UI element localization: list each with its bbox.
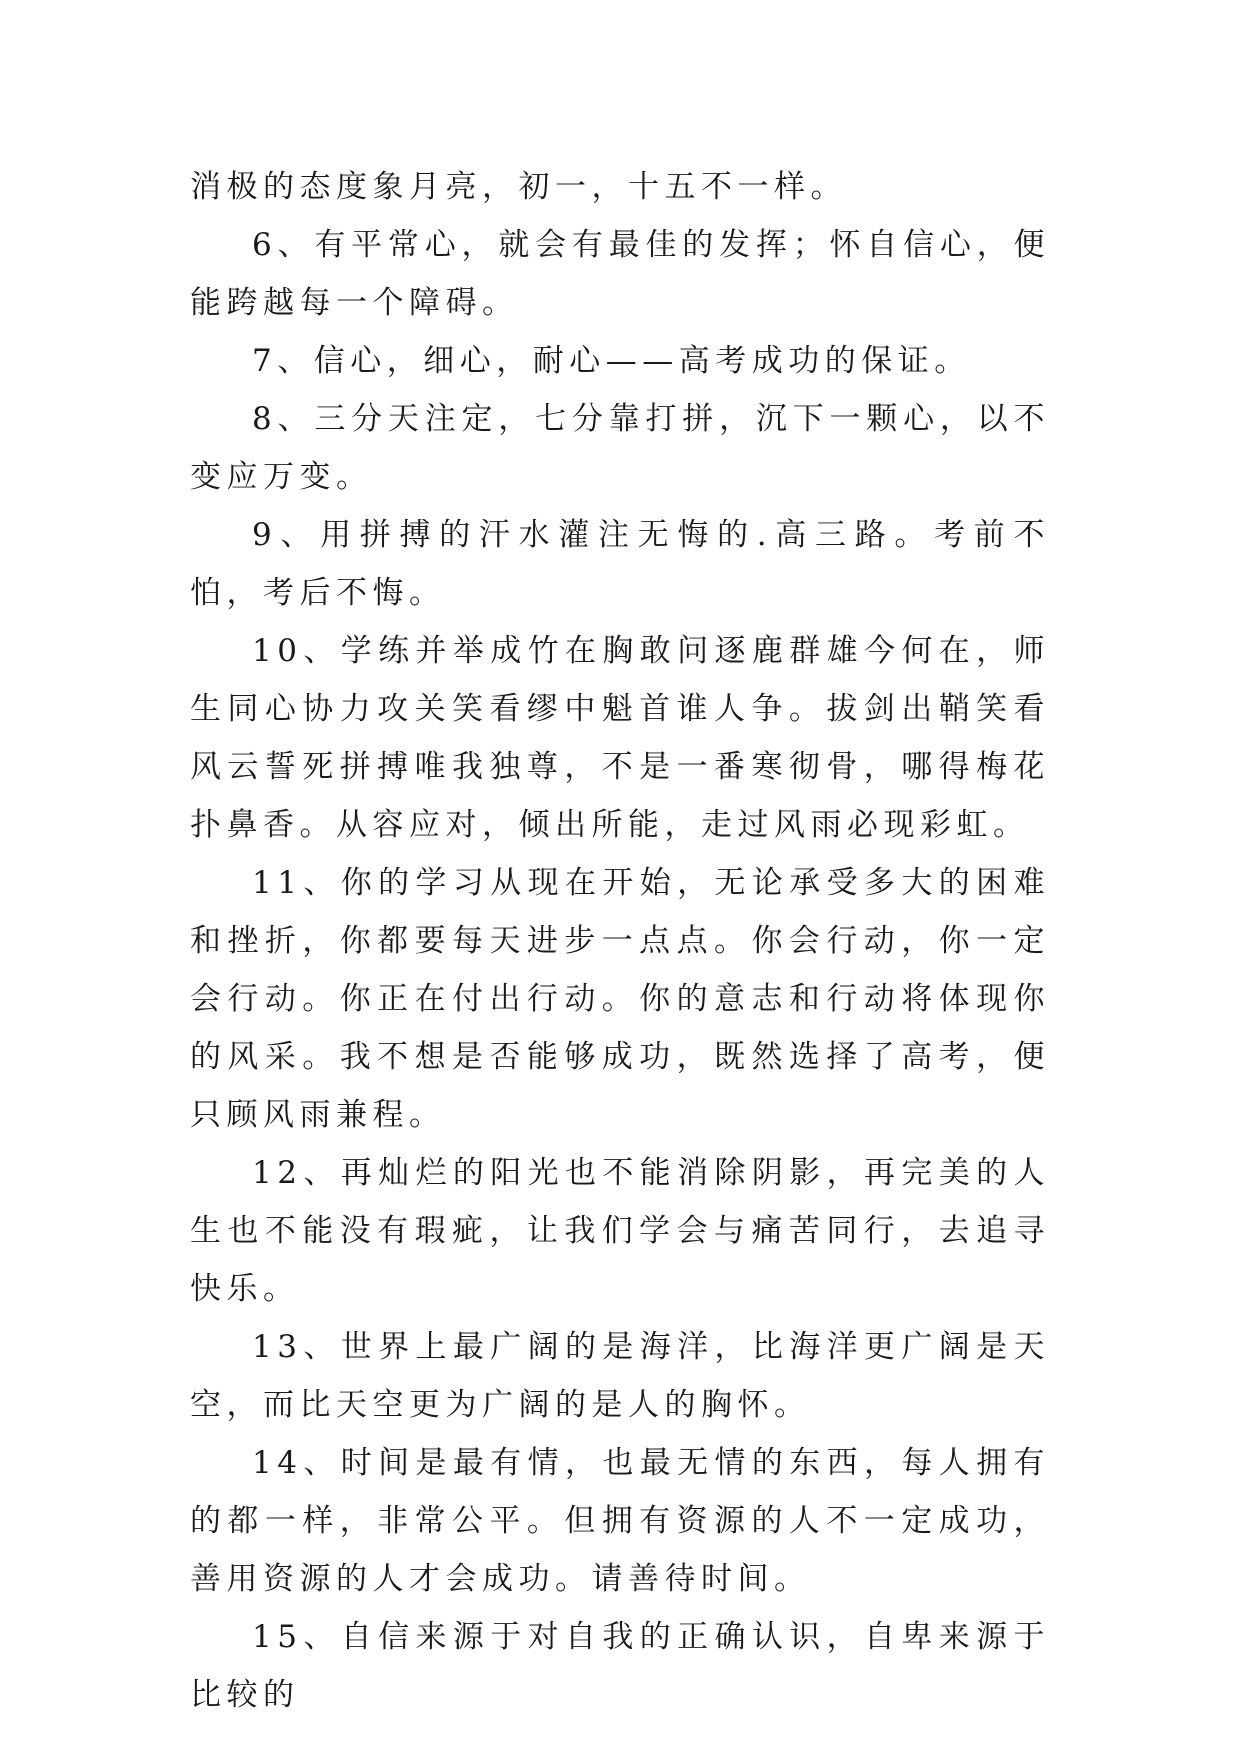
paragraph-item-11: 11、你的学习从现在开始，无论承受多大的困难和挫折，你都要每天进步一点点。你会行动，你一定会行动。你正在付出行动。你的意志和行动将体现你的风采。我不想是否能够成功，既然选择了高考，便只顾风雨兼程。 (190, 865, 1050, 1133)
paragraph-item-14: 14、时间是最有情，也最无情的东西，每人拥有的都一样，非常公平。但拥有资源的人不一定成功，善用资源的人才会成功。请善待时间。 (190, 1445, 1050, 1597)
paragraph-item-9: 9、用拼搏的汗水灌注无悔的.高三路。考前不怕，考后不悔。 (190, 517, 1050, 611)
paragraph-item-13: 13、世界上最广阔的是海洋，比海洋更广阔是天空，而比天空更为广阔的是人的胸怀。 (190, 1329, 1050, 1423)
paragraph-item-6: 6、有平常心，就会有最佳的发挥；怀自信心，便能跨越每一个障碍。 (190, 227, 1050, 321)
paragraph-item-15: 15、自信来源于对自我的正确认识，自卑来源于比较的 (190, 1619, 1050, 1713)
paragraph-continuation: 消极的态度象月亮，初一，十五不一样。 (190, 169, 847, 205)
document-body (190, 158, 1050, 1724)
paragraph-item-8: 8、三分天注定，七分靠打拼，沉下一颗心，以不变应万变。 (190, 401, 1050, 495)
paragraph-item-10: 10、学练并举成竹在胸敢问逐鹿群雄今何在，师生同心协力攻关笑看缪中魁首谁人争。拔剑出鞘笑看风云誓死拼搏唯我独尊，不是一番寒彻骨，哪得梅花扑鼻香。从容应对，倾出所能，走过风雨必现彩虹。 (190, 633, 1050, 843)
paragraph-item-7: 7、信心，细心，耐心——高考成功的保证。 (252, 343, 971, 379)
paragraph-item-12: 12、再灿烂的阳光也不能消除阴影，再完美的人生也不能没有瑕疵，让我们学会与痛苦同行，去追寻快乐。 (190, 1155, 1050, 1307)
